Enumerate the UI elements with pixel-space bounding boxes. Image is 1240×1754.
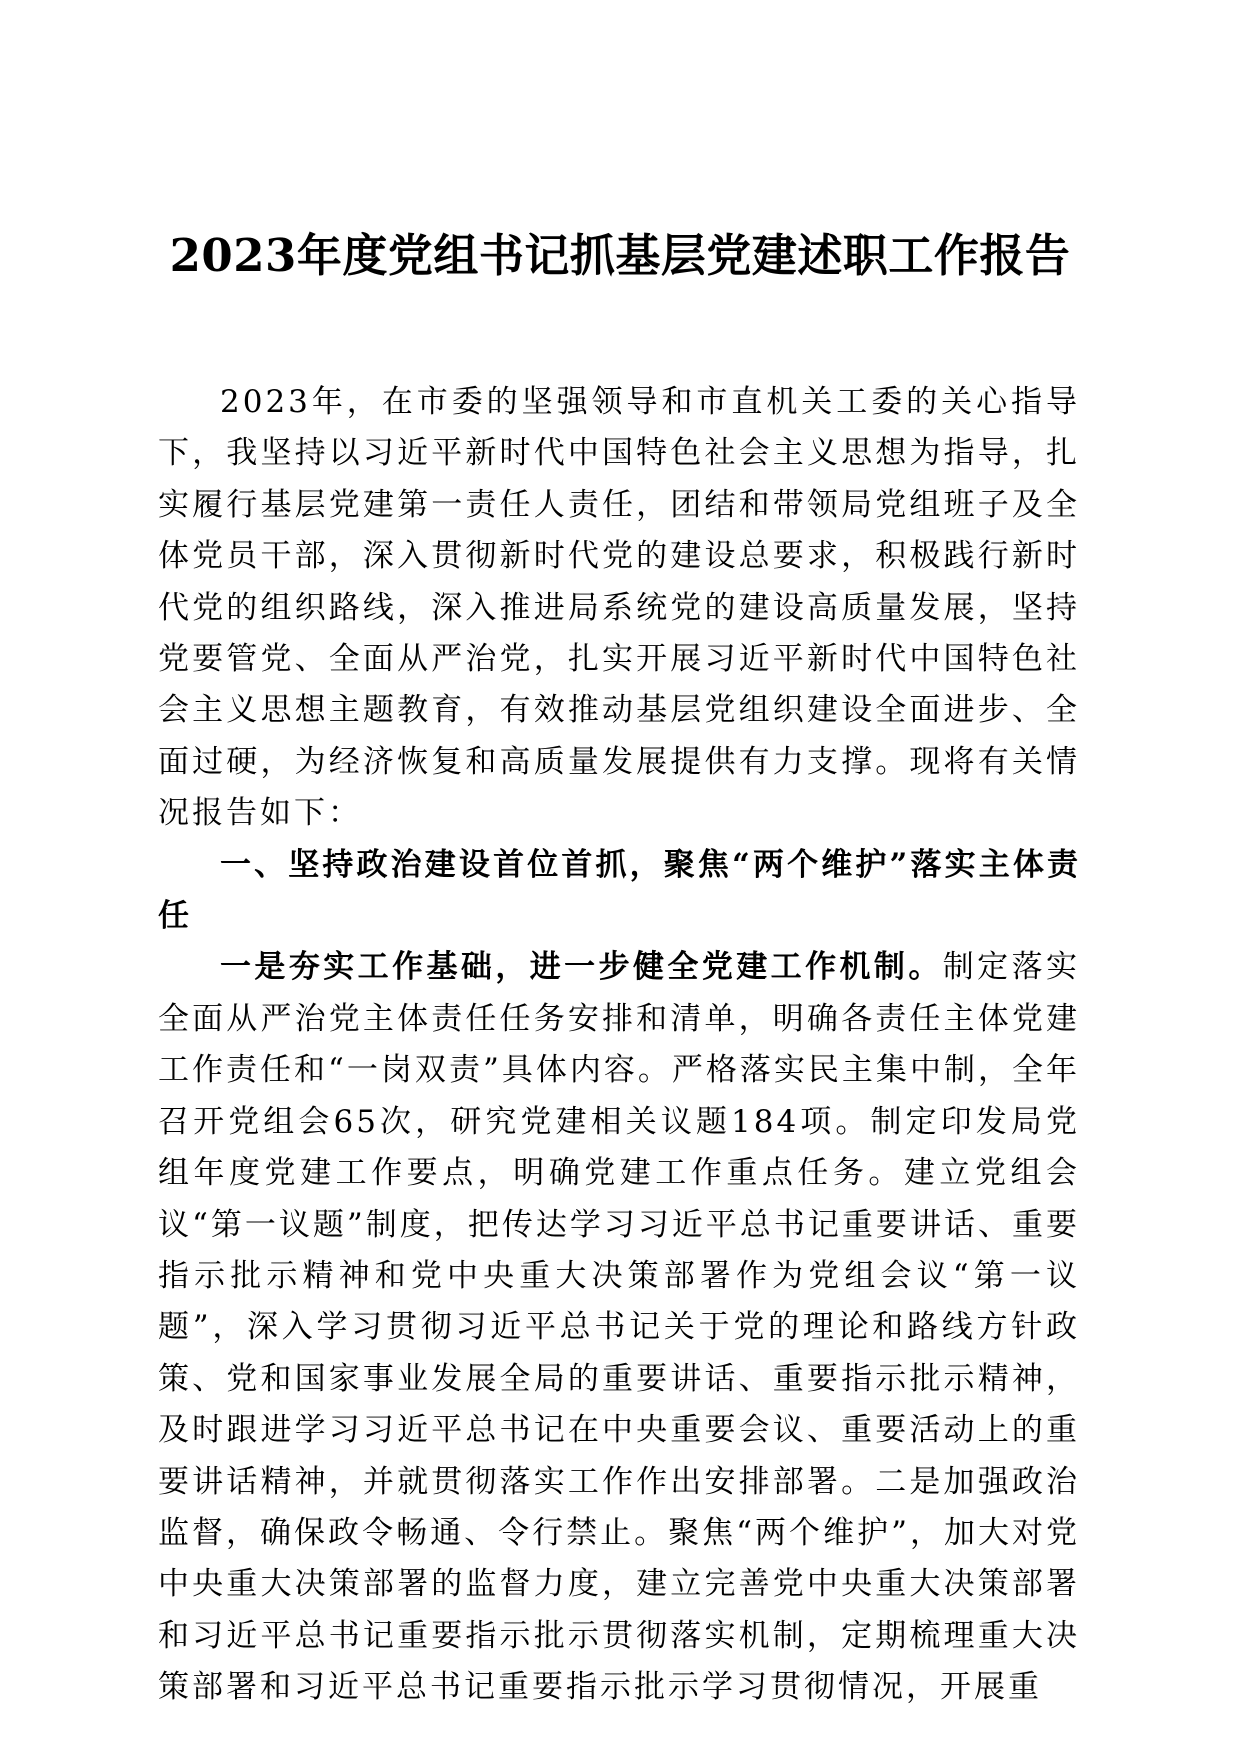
document-body <box>158 377 1080 1714</box>
paragraph-body: 制定落实全面从严治党主体责任任务安排和清单，明确各责任主体党建工作责任和“一岗双责”具体内容。严格落实民主集中制，全年召开党组会65次，研究党建相关议题184项。制定印发局党组年度党建工作要点，明确党建工作重点任务。建立党组会议“第一议题”制度，把传达学习习近平总书记重要讲话、重要指示批示精神和党中央重大决策部署作为党组会议“第一议题”，深入学习贯彻习近平总书记关于党的理论和路线方针政策、党和国家事业发展全局的重要讲话、重要指示批示精神，及时跟进学习习近平总书记在中央重要会议、重要活动上的重要讲话精神，并就贯彻落实工作作出安排部署。二是加强政治监督，确保政令畅通、令行禁止。聚焦“两个维护”，加大对党中央重大决策部署的监督力度，建立完善党中央重大决策部署和习近平总书记重要指示批示贯彻落实机制，定期梳理重大决策部署和习近平总书记重要指示批示学习贯彻情况，开展重 <box>158 949 1080 1706</box>
paragraph-lead: 一是夯实工作基础，进一步健全党建工作机制。 <box>220 949 943 986</box>
section-heading: 一、坚持政治建设首位首抓，聚焦“两个维护”落实主体责任 <box>158 846 1080 935</box>
section-paragraph <box>158 942 1080 1713</box>
intro-paragraph: 2023年，在市委的坚强领导和市直机关工委的关心指导下，我坚持以习近平新时代中国特色社会主义思想为指导，扎实履行基层党建第一责任人责任，团结和带领局党组班子及全体党员干部，深入贯彻新时代党的建设总要求，积极践行新时代党的组织路线，深入推进局系统党的建设高质量发展，坚持党要管党、全面从严治党，扎实开展习近平新时代中国特色社会主义思想主题教育，有效推动基层党组织建设全面进步、全面过硬，为经济恢复和高质量发展提供有力支撑。现将有关情况报告如下： <box>158 384 1080 832</box>
document-title: 2023年度党组书记抓基层党建述职工作报告 <box>169 229 1071 282</box>
